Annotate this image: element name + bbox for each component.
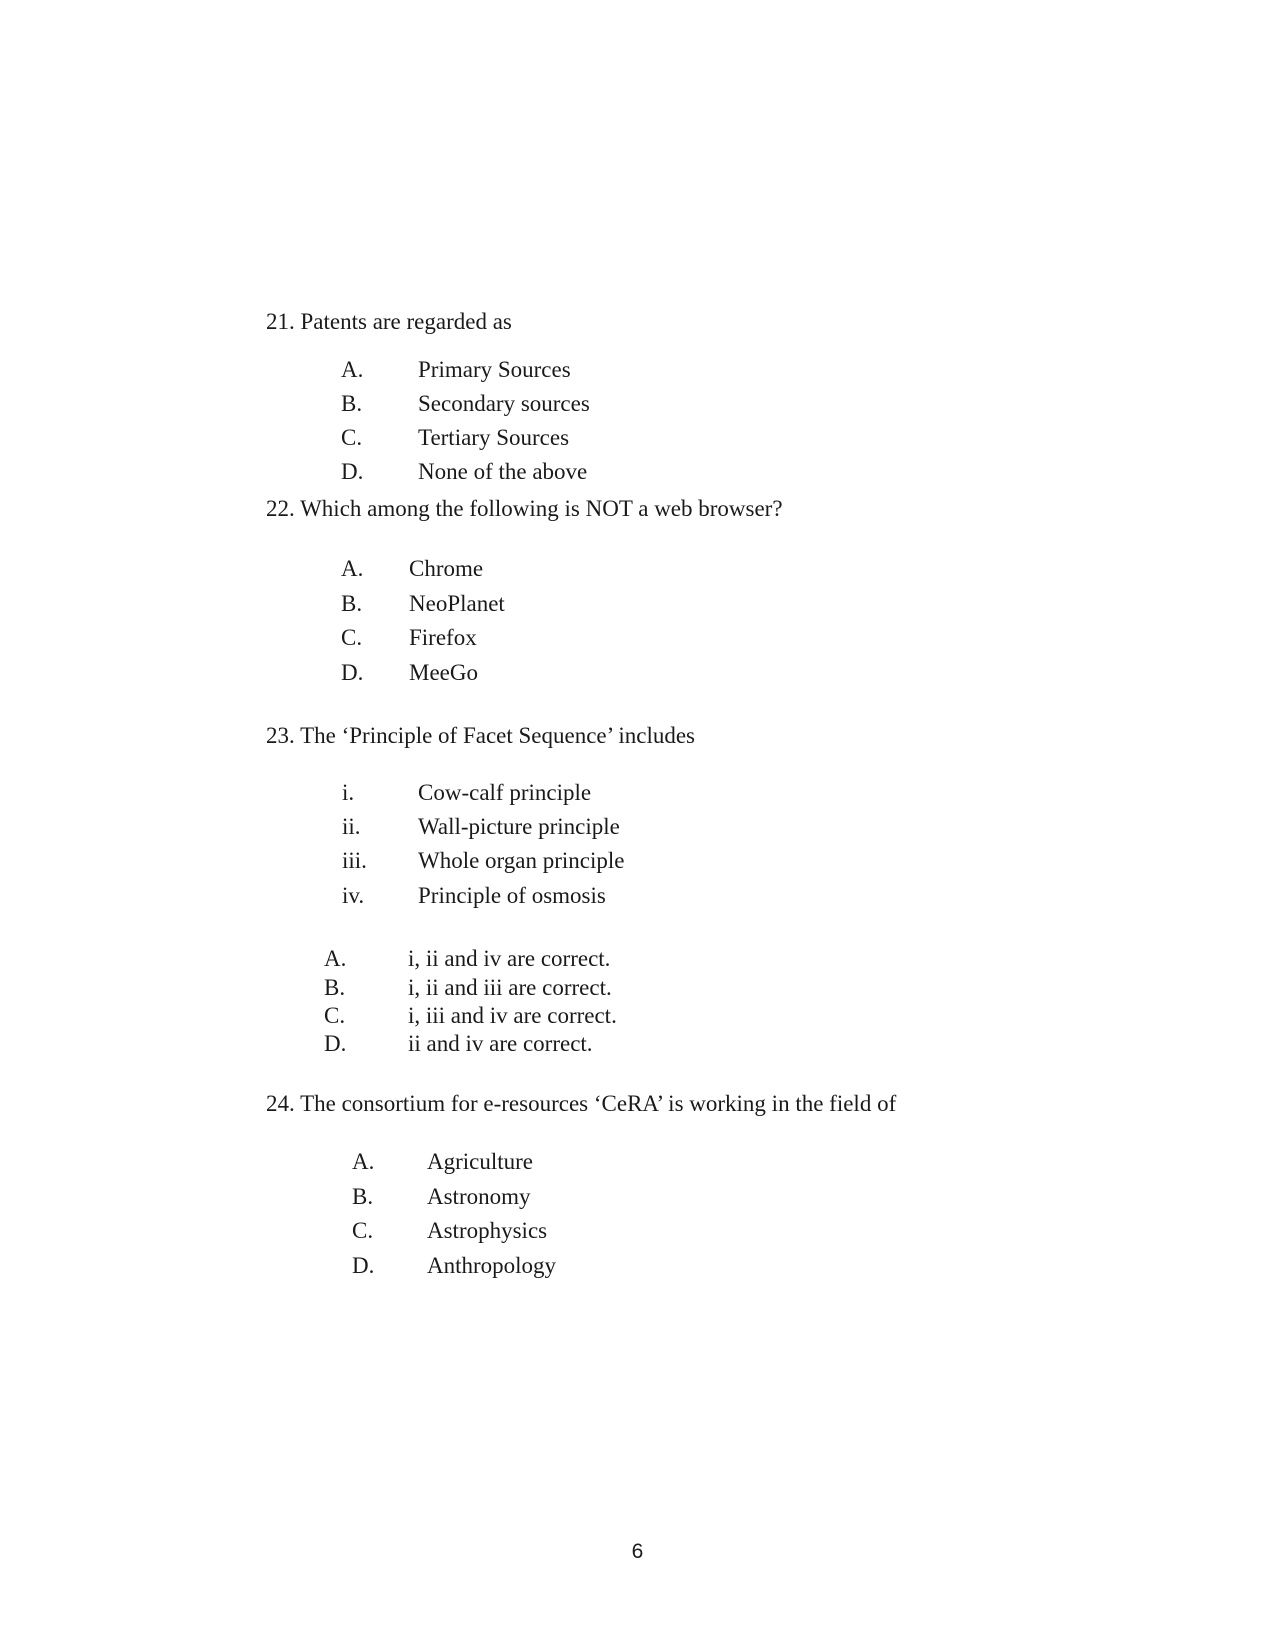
statement-text: Cow-calf principle <box>418 780 592 805</box>
option-text: i, iii and iv are correct. <box>408 1003 617 1028</box>
option-text: Chrome <box>409 556 484 581</box>
option-text: Agriculture <box>427 1149 534 1174</box>
option-label: C. <box>352 1218 374 1243</box>
statement-label: i. <box>342 780 355 805</box>
option-text: MeeGo <box>409 660 478 685</box>
statement-text: Wall-picture principle <box>418 814 620 839</box>
option-text: ii and iv are correct. <box>408 1031 593 1056</box>
option-label: A. <box>324 946 347 971</box>
statement-text: Whole organ principle <box>418 848 625 873</box>
question-21-stem <box>266 308 512 336</box>
option-text: Astronomy <box>427 1184 531 1209</box>
option-label: D. <box>341 459 364 484</box>
option-label: B. <box>352 1184 374 1209</box>
option-text: Secondary sources <box>418 391 590 416</box>
page-number: 6 <box>631 1540 644 1563</box>
statement-label: iii. <box>342 848 367 873</box>
question-text: The ‘Principle of Facet Sequence’ includes <box>300 723 695 748</box>
option-label: A. <box>341 357 364 382</box>
option-label: C. <box>341 425 363 450</box>
statement-label: ii. <box>342 814 361 839</box>
option-text: i, ii and iv are correct. <box>408 946 611 971</box>
question-number: 22. <box>266 496 295 521</box>
option-label: B. <box>341 391 363 416</box>
question-24-stem <box>266 1090 896 1118</box>
option-text: Anthropology <box>427 1253 557 1278</box>
question-number: 21. <box>266 309 295 334</box>
option-text: Astrophysics <box>427 1218 548 1243</box>
option-text: Primary Sources <box>418 357 571 382</box>
option-text: NeoPlanet <box>409 591 505 616</box>
option-text: None of the above <box>418 459 588 484</box>
option-text: i, ii and iii are correct. <box>408 975 612 1000</box>
option-label: D. <box>352 1253 375 1278</box>
option-label: A. <box>341 556 364 581</box>
statement-text: Principle of osmosis <box>418 883 606 908</box>
question-23-stem <box>266 722 695 750</box>
option-text: Firefox <box>409 625 477 650</box>
option-text: Tertiary Sources <box>418 425 570 450</box>
option-label: D. <box>341 660 364 685</box>
option-label: D. <box>324 1031 347 1056</box>
option-label: B. <box>324 975 346 1000</box>
question-22-stem <box>266 495 783 523</box>
question-text: The consortium for e-resources ‘CeRA’ is working in the field of <box>300 1091 897 1116</box>
statement-label: iv. <box>342 883 365 908</box>
question-text: Patents are regarded as <box>300 309 512 334</box>
question-number: 24. <box>266 1091 295 1116</box>
option-label: C. <box>341 625 363 650</box>
question-text: Which among the following is NOT a web browser? <box>300 496 783 521</box>
option-label: A. <box>352 1149 375 1174</box>
question-number: 23. <box>266 723 295 748</box>
option-label: C. <box>324 1003 346 1028</box>
option-label: B. <box>341 591 363 616</box>
